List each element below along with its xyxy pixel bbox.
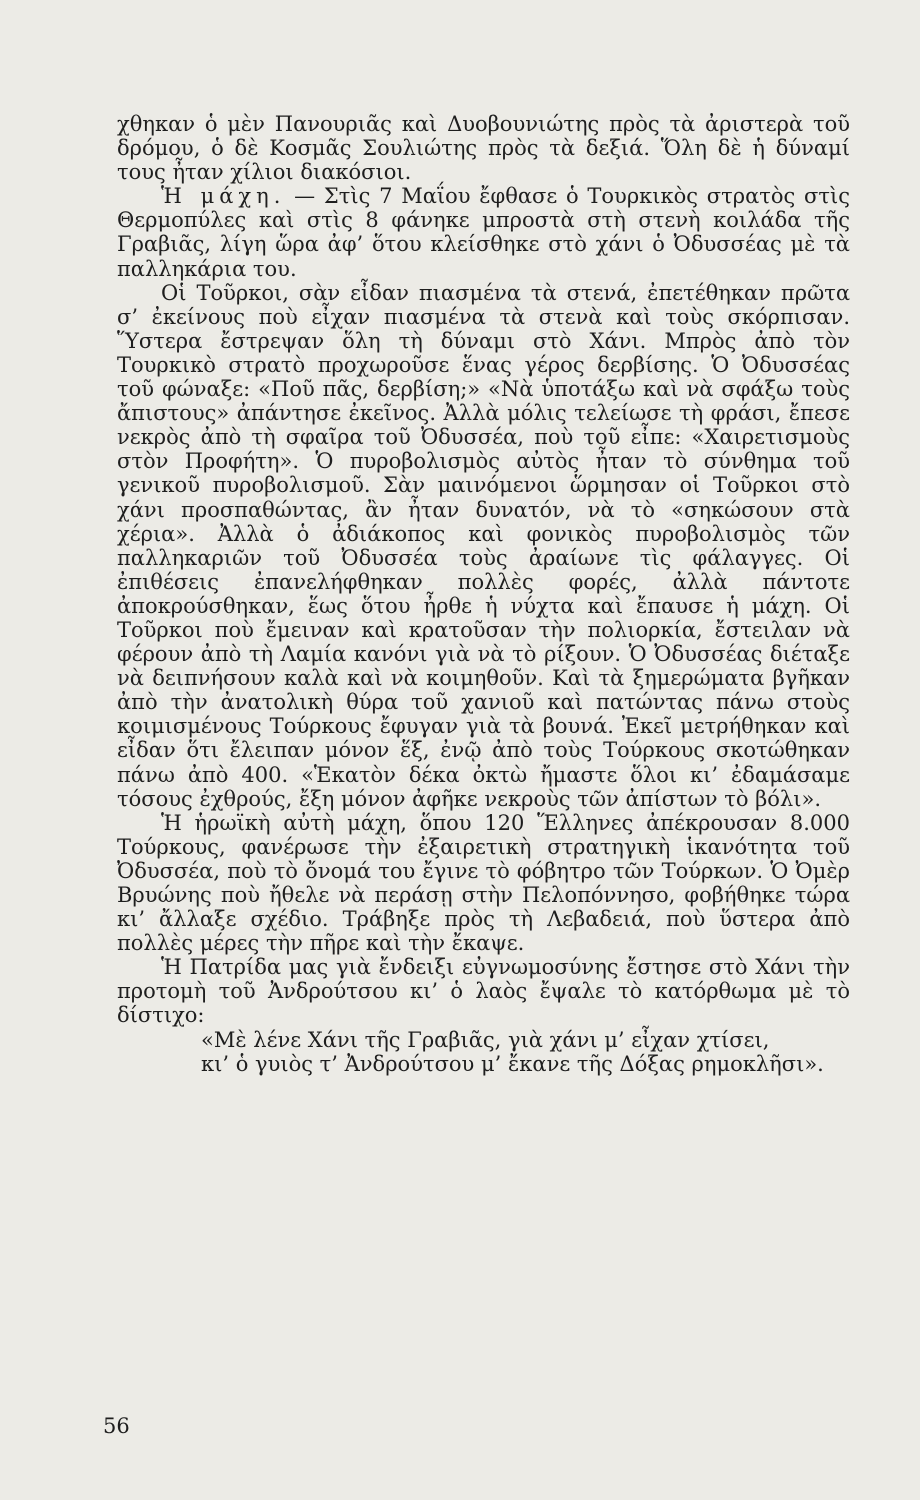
paragraph-continuation: χθηκαν ὁ μὲν Πανουριᾶς καὶ Δυοβουνιώτης πρὸς τὰ ἀριστερὰ τοῦ δρόμου, ὁ δὲ Κοσμᾶς Σουλιώτης πρὸς τὰ δεξιά. Ὅλη δὲ ἡ δύναμί τους ἦταν χίλιοι διακόσιοι.	[117, 112, 850, 185]
section-heading: Ἡ μάχη.	[161, 184, 286, 209]
battle-text: — Στὶς 7 Μαΐου ἔφθασε ὁ Τουρκικὸς στρατὸς στὶς Θερμοπύλες καὶ στὶς 8 φάνηκε μπροστὰ στὴ στενὴ κοιλάδα τῆς Γραβιᾶς, λίγη ὥρα ἀφ’ ὅτου κλείσθηκε στὸ χάνι ὁ Ὀδυσσέας μὲ τὰ παλληκάρια του.	[117, 184, 850, 281]
couplet-line-2: κι’ ὁ γυιὸς τ’ Ἀνδρούτσου μ’ ἔκανε τῆς Δόξας ρημοκλῆσι».	[201, 1051, 824, 1076]
page-number: 56	[103, 1414, 130, 1438]
paragraph-turks-attack: Οἱ Τοῦρκοι, σὰν εἶδαν πιασμένα τὰ στενά, ἐπετέθηκαν πρῶτα σ’ ἐκείνους ποὺ εἶχαν πιασμένα τὰ στενὰ καὶ τοὺς σκόρπισαν. Ὕστερα ἔστρεψαν ὅλη τὴ δύναμι στὸ Χάνι. Μπρὸς ἀπὸ τὸν Τουρκικὸ στρατὸ προχωροῦσε ἕνας γέρος δερβίσης. Ὁ Ὀδυσσέας τοῦ φώναξε: «Ποῦ πᾶς, δερβίση;» «Νὰ ὑποτάξω καὶ νὰ σφάξω τοὺς ἄπιστους» ἀπάντησε ἐκεῖνος. Ἀλλὰ μόλις τελείωσε τὴ φράσι, ἔπεσε νεκρὸς ἀπὸ τὴ σφαῖρα τοῦ Ὀδυσσέα, ποὺ τοῦ εἶπε: «Χαιρετισμοὺς στὸν Προφήτη». Ὁ πυροβολισμὸς αὐτὸς ἦταν τὸ σύνθημα τοῦ γενικοῦ πυροβολισμοῦ. Σὰν μαινόμενοι ὥρμησαν οἱ Τοῦρκοι στὸ χάνι προσπαθώντας, ἂν ἦταν δυνατόν, νὰ τὸ «σηκώσουν στὰ χέρια». Ἀλλὰ ὁ ἀδιάκοπος καὶ φονικὸς πυροβολισμὸς τῶν παλληκαριῶν τοῦ Ὀδυσσέα τοὺς ἀραίωνε τὶς φάλαγγες. Οἱ ἐπιθέσεις ἐπανελήφθηκαν πολλὲς φορές, ἀλλὰ πάντοτε ἀποκρούσθηκαν, ἕως ὅτου ἦρθε ἡ νύχτα καὶ ἔπαυσε ἡ μάχη. Οἱ Τοῦρκοι ποὺ ἔμειναν καὶ κρατοῦσαν τὴν πολιορκία, ἔστειλαν νὰ φέρουν ἀπὸ τὴ Λαμία κανόνι γιὰ νὰ τὸ ρίξουν. Ὁ Ὀδυσσέας διέταξε νὰ δειπνήσουν καλὰ καὶ νὰ κοιμηθοῦν. Καὶ τὰ ξημερώματα βγῆκαν ἀπὸ τὴν ἀνατολικὴ θύρα τοῦ χανιοῦ καὶ πατώντας πάνω στοὺς κοιμισμένους Τούρκους ἔφυγαν γιὰ τὰ βουνά. Ἐκεῖ μετρήθηκαν καὶ εἶδαν ὅτι ἔλειπαν μόνον ἕξ, ἐνῷ ἀπὸ τοὺς Τούρκους σκοτώθηκαν πάνω ἀπὸ 400. «Ἑκατὸν δέκα ὀκτὼ ἤμαστε ὅλοι κι’ ἐδαμάσαμε τόσους ἐχθρούς, ἔξη μόνον ἀφῆκε νεκροὺς τῶν ἀπίστων τὸ βόλι».	[117, 280, 850, 811]
couplet	[117, 1028, 850, 1076]
paragraph-homeland: Ἡ Πατρίδα μας γιὰ ἔνδειξι εὐγνωμοσύνης ἔστησε στὸ Χάνι τὴν προτομὴ τοῦ Ἀνδρούτσου κι’ ὁ λαὸς ἔψαλε τὸ κατόρθωμα μὲ τὸ δίστιχο:	[117, 955, 850, 1028]
body-text	[117, 112, 850, 1076]
paragraph-battle	[117, 184, 850, 280]
paragraph-heroic-battle: Ἡ ἡρωϊκὴ αὐτὴ μάχη, ὅπου 120 Ἕλληνες ἀπέκρουσαν 8.000 Τούρκους, φανέρωσε τὴν ἐξαιρετικὴ στρατηγικὴ ἱκανότητα τοῦ Ὀδυσσέα, ποὺ τὸ ὄνομά του ἔγινε τὸ φόβητρο τῶν Τούρκων. Ὁ Ὀμὲρ Βρυώνης ποὺ ἤθελε νὰ περάσῃ στὴν Πελοπόννησο, φοβήθηκε τώρα κι’ ἄλλαξε σχέδιο. Τράβηξε πρὸς τὴ Λεβαδειά, ποὺ ὕστερα ἀπὸ πολλὲς μέρες τὴν πῆρε καὶ τὴν ἔκαψε.	[117, 810, 850, 956]
couplet-line-1: «Μὲ λένε Χάνι τῆς Γραβιᾶς, γιὰ χάνι μ’ εἶχαν χτίσει,	[201, 1027, 770, 1052]
